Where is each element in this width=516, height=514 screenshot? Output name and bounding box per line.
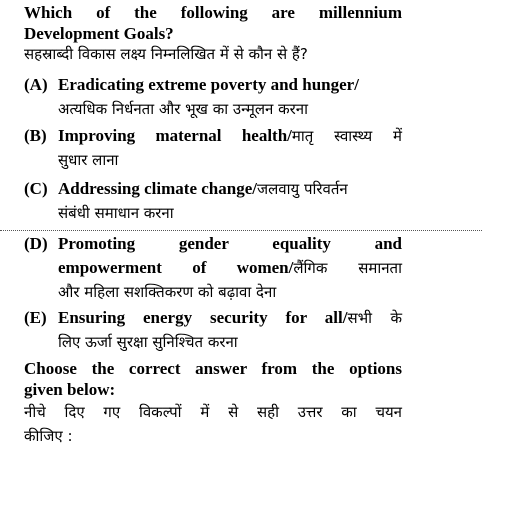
option-b	[24, 124, 402, 172]
option-a-label: (A)	[24, 75, 48, 94]
page-separator	[0, 230, 482, 231]
option-e-text-hi: लिए ऊर्जा सुरक्षा सुनिश्चित करना	[58, 333, 238, 351]
question-stem	[24, 2, 402, 66]
option-b-text-hi: सुधार लाना	[58, 151, 119, 169]
option-d	[24, 232, 402, 304]
answer-instruction	[24, 358, 402, 448]
option-c-label: (C)	[24, 179, 48, 198]
option-d-text-hi: और महिला सशक्तिकरण को बढ़ावा देना	[58, 283, 277, 301]
option-d-label: (D)	[24, 234, 48, 253]
option-c-text-hi: संबंधी समाधान करना	[58, 204, 174, 222]
option-d-text-hi-inline: लैंगिक समानता	[293, 259, 402, 277]
option-a-text-en: Eradicating extreme poverty and hunger/	[58, 75, 359, 94]
option-a-text-hi: अत्यधिक निर्धनता और भूख का उन्मूलन करना	[58, 100, 308, 118]
option-c-text-en: Addressing climate change/	[58, 179, 257, 198]
option-a	[24, 73, 402, 121]
option-b-text-en: Improving maternal health/	[58, 126, 292, 145]
option-e-text-en: Ensuring energy security for all/	[58, 308, 348, 327]
question-text-hi: सहस्राब्दी विकास लक्ष्य निम्नलिखित में से कौन से हैं?	[24, 45, 308, 63]
option-b-label: (B)	[24, 126, 47, 145]
instruction-hi-line2: कीजिए :	[24, 427, 73, 445]
question-text-en-line1: Which of the following are millennium	[24, 3, 402, 22]
option-e-label: (E)	[24, 308, 47, 327]
option-d-text-en-line1: Promoting gender equality and	[58, 234, 402, 253]
option-e-text-hi-inline: सभी के	[347, 309, 403, 327]
option-d-text-en-line2: empowerment of women/	[58, 258, 294, 277]
option-c	[24, 177, 402, 225]
instruction-en-line1: Choose the correct answer from the options	[24, 359, 402, 378]
option-e	[24, 306, 402, 354]
question-text-en-line2: Development Goals?	[24, 24, 174, 43]
instruction-en-line2: given below:	[24, 380, 116, 399]
option-b-text-hi-inline: मातृ स्वास्थ्य में	[291, 127, 402, 145]
instruction-hi-line1: नीचे दिए गए विकल्पों में से सही उत्तर का चयन	[24, 403, 402, 421]
option-c-text-hi-inline: जलवायु परिवर्तन	[256, 180, 348, 198]
